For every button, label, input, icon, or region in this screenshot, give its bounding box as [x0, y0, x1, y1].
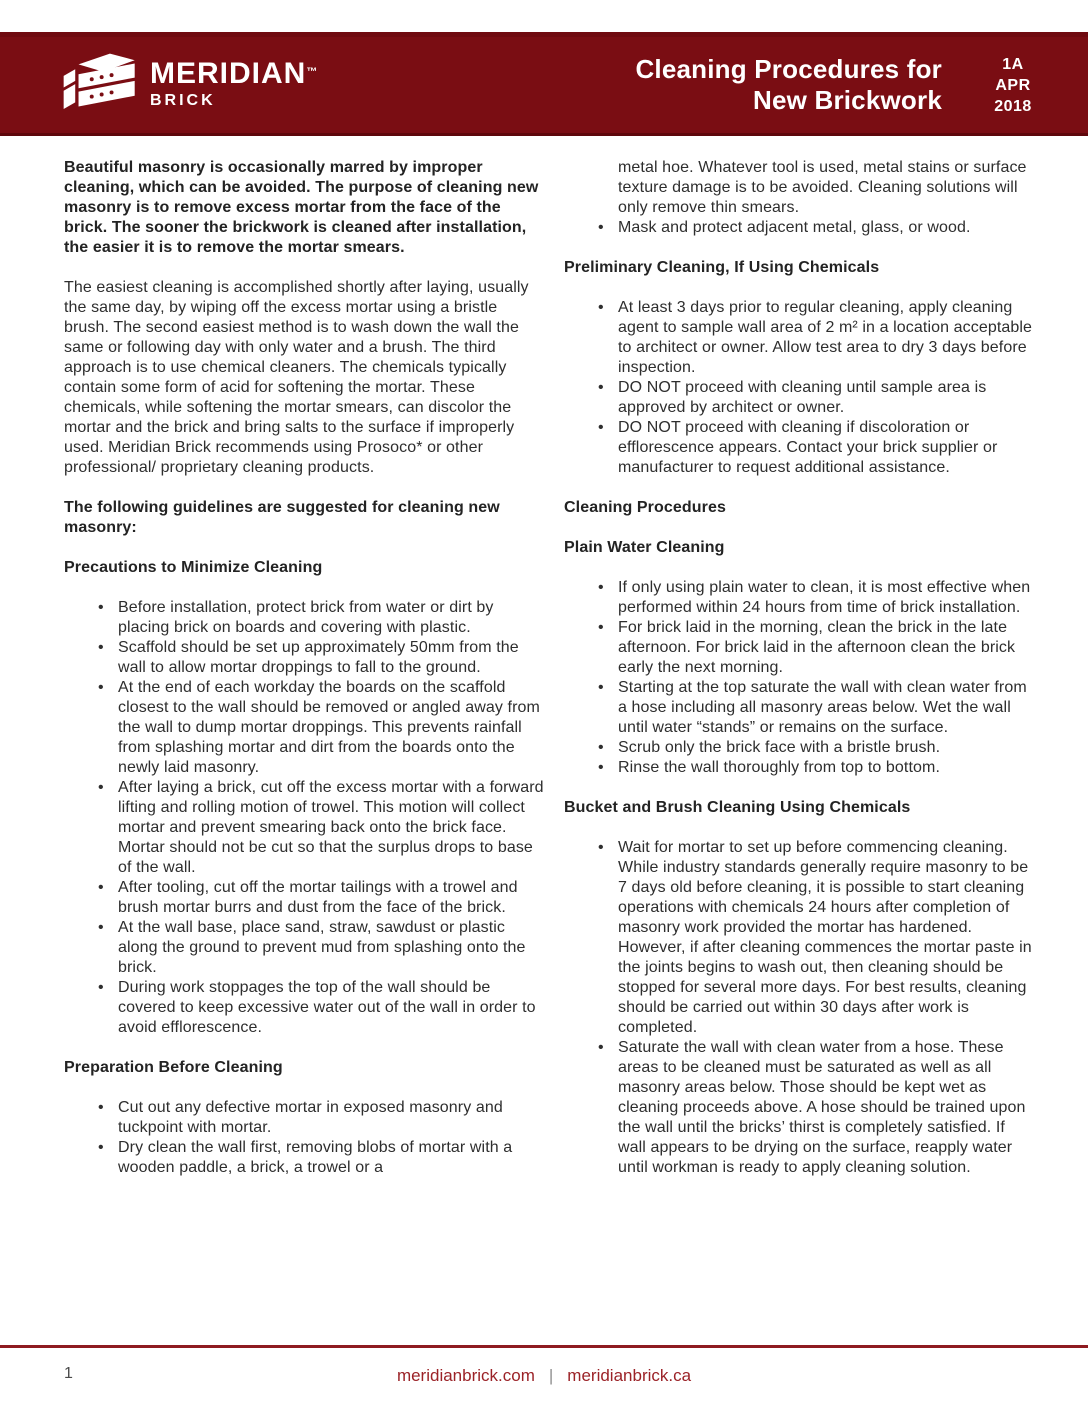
bullet-item: • At the end of each workday the boards on the scaffold closest to the wall should be removed or angled away from the wall to dump mortar droppings. This prevents rainfall from splashing mortar and dirt from the boards onto the newly laid masonry. [64, 678, 546, 778]
bullet-item: • Scaffold should be set up approximately 50mm from the wall to allow mortar droppings to fall to the ground. [64, 638, 546, 678]
page-number: 1 [64, 1365, 73, 1382]
revision-month: APR [995, 76, 1031, 94]
section-heading-bucket-brush: Bucket and Brush Cleaning Using Chemicals [564, 799, 911, 816]
bullet-list-preliminary [564, 298, 1036, 478]
bullet-item: • Saturate the wall with clean water from a hose. These areas to be cleaned must be saturated as well as all masonry areas below. Those should be kept wet as cleaning proceeds above. A hose should be trained upon the wall until the bricks’ thirst is completely satisfied. If wall appears to be drying on the surface, reapply water until workman is ready to apply cleaning solution. [564, 1038, 1036, 1178]
bullet-item: • After laying a brick, cut off the excess mortar with a forward lifting and rolling motion of trowel. This motion will collect mortar and prevent smearing back onto the brick face. Mortar should not be cut so that the surplus drops to base of the wall. [64, 778, 546, 878]
bullet-item: • For brick laid in the morning, clean the brick in the late afternoon. For brick laid in the afternoon clean the brick early the next morning. [564, 618, 1036, 678]
bullet-list-preparation [64, 1098, 546, 1178]
bullet-item: • At least 3 days prior to regular cleaning, apply cleaning agent to sample wall area of 2 m² in a location acceptable to architect or owner. Allow test area to dry 3 days before inspection. [564, 298, 1036, 378]
bullet-item: • After tooling, cut off the mortar tailings with a trowel and brush mortar burrs and dust from the face of the brick. [64, 878, 546, 918]
revision-code: 1A [1002, 55, 1024, 73]
bullet-item: • During work stoppages the top of the wall should be covered to keep excessive water out of the wall in order to avoid efflorescence. [64, 978, 546, 1038]
bullet-item: • Before installation, protect brick from water or dirt by placing brick on boards and covering with plastic. [64, 598, 546, 638]
footer-separator: | [548, 1366, 554, 1385]
document-body [0, 158, 1088, 1198]
bullet-item: • Cut out any defective mortar in exposed masonry and tuckpoint with mortar. [64, 1098, 546, 1138]
bullet-list-plain-water [564, 578, 1036, 778]
brand-name: MERIDIAN™ [150, 57, 319, 90]
brand-subname: BRICK [150, 92, 216, 109]
right-column [564, 158, 1036, 1198]
bullet-item: • At the wall base, place sand, straw, sawdust or plastic along the ground to prevent mud from splashing onto the brick. [64, 918, 546, 978]
footer-rule [0, 1345, 1088, 1348]
section-heading-preliminary: Preliminary Cleaning, If Using Chemicals [564, 259, 880, 276]
section-heading-procedures: Cleaning Procedures [564, 499, 726, 516]
bullet-item: • If only using plain water to clean, it is most effective when performed within 24 hours from time of brick installation. [564, 578, 1036, 618]
bullet-item: • DO NOT proceed with cleaning until sample area is approved by architect or owner. [564, 378, 1036, 418]
brand-text [150, 59, 318, 111]
bullet-item: • Scrub only the brick face with a bristle brush. [564, 738, 1036, 758]
bullet-item: • Wait for mortar to set up before commencing cleaning. While industry standards generally require masonry to be 7 days old before cleaning, it is possible to start cleaning operations with chemicals 24 hours after completion of masonry work provided the mortar has hardened. However, if after cleaning commences the mortar paste in the joints begins to wash out, then cleaning should be stopped for several more days. For best results, cleaning should be carried out within 30 days after work is completed. [564, 838, 1036, 1038]
brick-logo-icon [62, 51, 138, 119]
paragraph-intro: Beautiful masonry is occasionally marred by improper cleaning, which can be avoided. The purpose of cleaning new masonry is to remove excess mortar from the face of the brick. The sooner the brickwork is cleaned after installation, the easier it is to remove the mortar smears. [64, 159, 539, 256]
footer-links [0, 1366, 1088, 1386]
revision-block [976, 54, 1050, 117]
page-title [635, 54, 942, 116]
page-title-line1: Cleaning Procedures for [635, 54, 942, 84]
bullet-list-precautions [64, 598, 546, 1038]
bullet-item: • Starting at the top saturate the wall with clean water from a hose including all masonry areas below. Wet the wall until water “stands” or remains on the surface. [564, 678, 1036, 738]
section-heading-precautions: Precautions to Minimize Cleaning [64, 559, 323, 576]
left-column [64, 158, 546, 1198]
site-link-com[interactable]: meridianbrick.com [396, 1366, 535, 1385]
revision-year: 2018 [994, 97, 1032, 115]
site-link-ca[interactable]: meridianbrick.ca [567, 1366, 692, 1385]
bullet-item: • DO NOT proceed with cleaning if discoloration or efflorescence appears. Contact your brick supplier or manufacturer to request additional assistance. [564, 418, 1036, 478]
bullet-item: • Rinse the wall thoroughly from top to bottom. [564, 758, 1036, 778]
bullet-item: • Dry clean the wall first, removing blobs of mortar with a wooden paddle, a brick, a trowel or a [64, 1138, 546, 1178]
brand-logo [62, 51, 318, 119]
header-band [0, 32, 1088, 136]
bullet-list-preparation-continued [564, 218, 1036, 238]
section-heading-preparation: Preparation Before Cleaning [64, 1059, 283, 1076]
page-title-line2: New Brickwork [752, 85, 942, 115]
bullet-item: • Mask and protect adjacent metal, glass, or wood. [564, 218, 1036, 238]
bullet-list-bucket-brush [564, 838, 1036, 1178]
paragraph-guidelines: The following guidelines are suggested for cleaning new masonry: [64, 499, 500, 536]
trademark-symbol: ™ [306, 66, 319, 78]
paragraph-preparation-continued: metal hoe. Whatever tool is used, metal stains or surface texture damage is to be avoided. Cleaning solutions will only remove thin smears. [618, 159, 1027, 216]
section-heading-plain-water: Plain Water Cleaning [564, 539, 725, 556]
paragraph-methods: The easiest cleaning is accomplished shortly after laying, usually the same day, by wiping off the excess mortar using a bristle brush. The second easiest method is to wash down the wall the same or following day with only water and a brush. The third approach is to use chemical cleaners. The chemicals typically contain some form of acid for softening the mortar. These chemicals, while softening the mortar smears, can discolor the mortar and the brick and bring salts to the surface if improperly used. Meridian Brick recommends using Prosoco* or other professional/ proprietary cleaning products. [64, 279, 529, 476]
